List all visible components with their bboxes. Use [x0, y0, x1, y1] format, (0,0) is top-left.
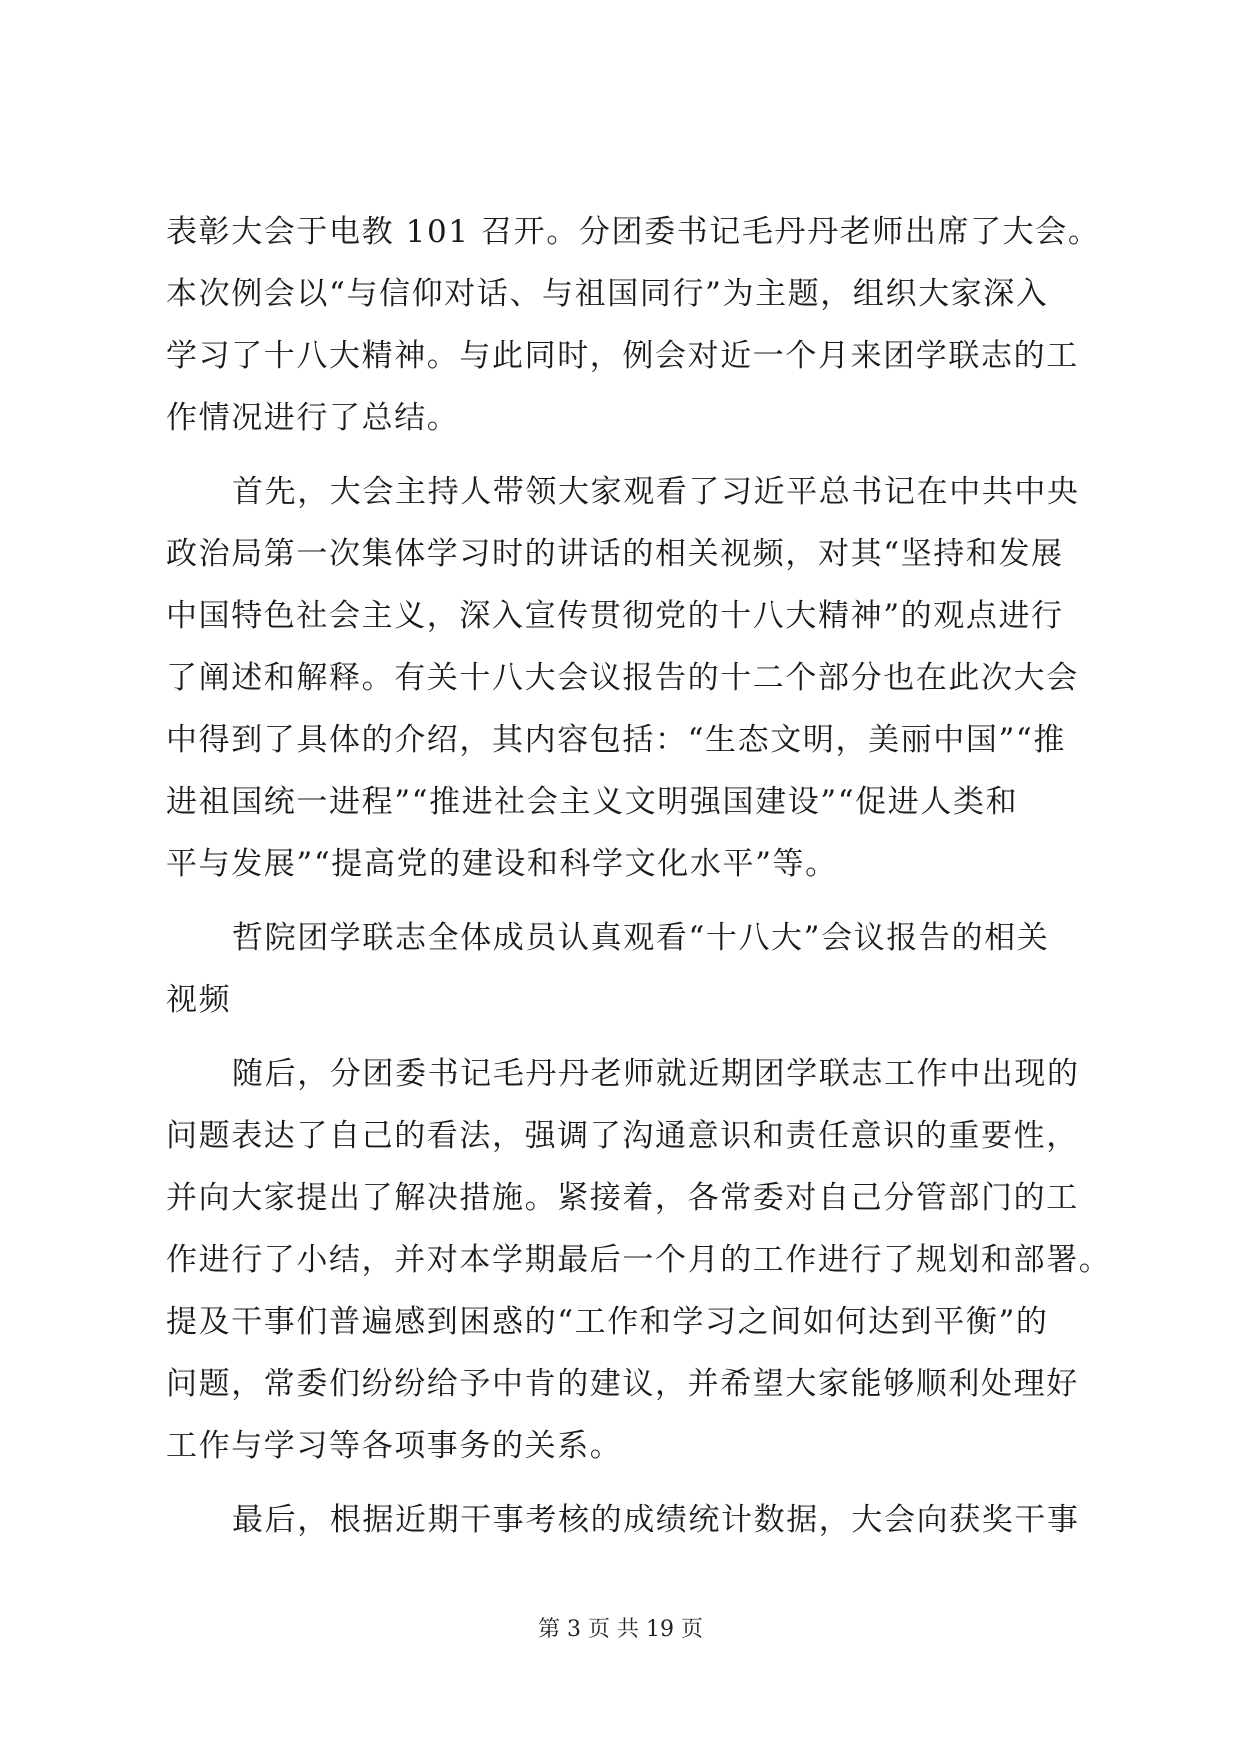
text-line: 作情况进行了总结。	[166, 400, 460, 436]
text-line: 最后，根据近期干事考核的成绩统计数据，大会向获奖干事	[232, 1502, 1080, 1538]
text-line: 工作与学习等各项事务的关系。	[166, 1428, 623, 1464]
text-line: 进祖国统一进程”“推进社会主义文明强国建设”“促进人类和	[166, 784, 1019, 820]
text-line: 首先，大会主持人带领大家观看了习近平总书记在中共中央	[232, 474, 1080, 510]
paragraph-4	[166, 1043, 1112, 1477]
text-line: 哲院团学联志全体成员认真观看“十八大”会议报告的相关	[232, 920, 1050, 956]
text-line: 随后，分团委书记毛丹丹老师就近期团学联志工作中出现的	[232, 1056, 1080, 1092]
text-line: 问题表达了自己的看法，强调了沟通意识和责任意识的重要性，	[166, 1118, 1079, 1154]
page-number-footer: 第 3 页 共 19 页	[538, 1617, 703, 1642]
text-line: 政治局第一次集体学习时的讲话的相关视频，对其“坚持和发展	[166, 536, 1064, 572]
text-line: 并向大家提出了解决措施。紧接着，各常委对自己分管部门的工	[166, 1180, 1079, 1216]
paragraph-3	[166, 907, 1098, 1031]
text-line: 了阐述和解释。有关十八大会议报告的十二个部分也在此次大会	[166, 660, 1079, 696]
text-line: 作进行了小结，并对本学期最后一个月的工作进行了规划和部署。	[166, 1242, 1112, 1278]
text-line: 问题，常委们纷纷给予中肯的建议，并希望大家能够顺利处理好	[166, 1366, 1079, 1402]
text-line: 平与发展”“提高党的建设和科学文化水平”等。	[166, 846, 838, 882]
text-line: 提及干事们普遍感到困惑的“工作和学习之间如何达到平衡”的	[166, 1304, 1049, 1340]
text-line: 中国特色社会主义，深入宣传贯彻党的十八大精神”的观点进行	[166, 598, 1064, 634]
paragraph-2	[166, 461, 1098, 895]
text-line: 视频	[166, 982, 232, 1018]
text-line: 学习了十八大精神。与此同时，例会对近一个月来团学联志的工	[166, 338, 1079, 374]
text-line: 本次例会以“与信仰对话、与祖国同行”为主题，组织大家深入	[166, 276, 1049, 312]
paragraph-5	[166, 1489, 1098, 1551]
paragraph-1	[166, 201, 1101, 449]
body-text	[166, 201, 1112, 1551]
text-line: 中得到了具体的介绍，其内容包括：“生态文明，美丽中国”“推	[166, 722, 1066, 758]
text-line: 表彰大会于电教 101 召开。分团委书记毛丹丹老师出席了大会。	[166, 214, 1101, 250]
